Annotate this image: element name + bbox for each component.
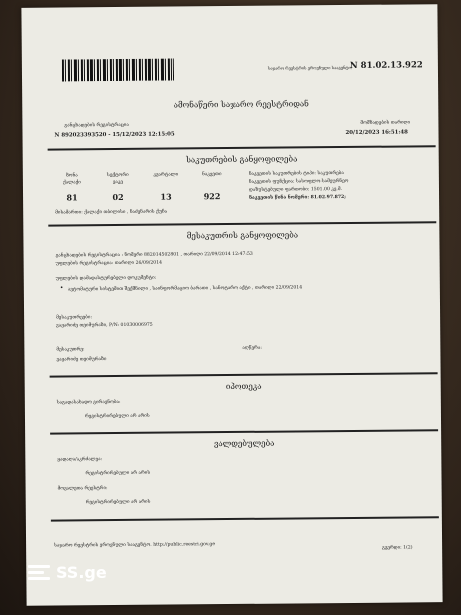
document-page — [21, 4, 442, 606]
basis-item: ავტომატური სისტემით შექმნილი , საინფორმაციო ბარათი , სანოტარო აქტი , თარიღი 22/09/2014 — [67, 285, 303, 293]
application-number: N 892023393520 - 15/12/2023 12:15:05 — [54, 131, 175, 139]
sector-label: სექტორი — [107, 172, 129, 179]
divider — [51, 516, 439, 521]
seizure-value: რეგისტრირებული არ არის — [85, 470, 151, 477]
tax-lien-value: რეგისტრირებული არ არის — [84, 413, 150, 420]
owners-value: ვაჟარიძე თეიმურაზი, P/N: 01030006975 — [56, 322, 153, 329]
parcel-label: ნაკვეთი — [202, 172, 222, 178]
quarter-label: კვარტალი — [153, 172, 179, 178]
debtors-registry-value: რეგისტრირებული არ არის — [85, 499, 151, 506]
parcel-area: დაზუსტებული ფართობი: 1501.00 კვ.მ. — [248, 187, 343, 193]
agency-name-header: საჯარო რეესტრის ეროვნული სააგენტო — [267, 64, 352, 71]
owners-label: მესაკუთრეები: — [56, 315, 93, 321]
menu-lines-icon — [28, 565, 50, 581]
page-number: გვერდი: 1(2) — [382, 545, 413, 551]
bullet-icon: • — [59, 284, 64, 292]
footer-site: საჯარო რეესტრის ეროვნული სააგენტო. http://public.reestri.gov.ge — [54, 542, 216, 549]
previous-parcel-number: ნაკვეთის წინა ნომერი: 81.02.97.872; — [249, 195, 346, 201]
tax-lien-label: საგადასახადო გირავნობა: — [56, 399, 121, 406]
sector-value: 02 — [112, 191, 124, 203]
prepared-date: 20/12/2023 16:51:48 — [345, 129, 408, 137]
owner-label: მესაკუთრე: — [56, 347, 85, 353]
ownership-type: ნაკვეთის საკუთრების ტიპი: საკუთრება — [248, 171, 344, 177]
owner-registration: განცხადების რეგისტრაცია : ნომერი 882014502801 , თარიღი 22/09/2014 12:47:53 — [55, 251, 253, 259]
prepared-date-label: მომზადების თარიღი — [360, 120, 411, 126]
barcode — [62, 58, 174, 81]
watermark-brand: SS.ge — [56, 563, 107, 582]
mortgage-section-title: იპოთეკა — [225, 381, 262, 392]
city-label: ქალაქი — [63, 180, 81, 186]
zone-value: 81 — [66, 192, 78, 203]
property-section-title: საკუთრების განყოფილება — [186, 154, 298, 165]
seizure-label: ყადაღა/აკრძალვა: — [57, 457, 103, 463]
divider — [50, 429, 438, 434]
owner-name: ვაჟარიძე თეიმურაზი — [56, 357, 107, 363]
divider — [50, 372, 438, 377]
obligations-section-title: ვალდებულება — [213, 438, 275, 449]
divider — [48, 145, 436, 150]
description-label: აღწერა: — [242, 345, 262, 351]
debtors-registry-label: მოვალეთა რეესტრი: — [57, 486, 108, 492]
basis-label: უფლების დამადასტურებელი დოკუმენტი: — [55, 275, 157, 282]
property-address: მისამართი: ქალაქი თბილისი , ნაძვნარის ქუჩა — [55, 209, 168, 216]
quarter-value: 13 — [160, 191, 172, 202]
right-registration: უფლების რეგისტრაცია: თარიღი 26/09/2014 — [55, 260, 163, 267]
application-label: განცხადების რეგისტრაცია — [64, 122, 129, 129]
document-title: ამონაწერი საჯარო რეესტრიდან — [173, 99, 309, 110]
parcel-function: ნაკვეთის ფუნქცია: სასოფლო-სამეურნეო — [248, 178, 349, 185]
owner-section-title: მესაკუთრის განყოფილება — [186, 230, 299, 241]
parcel-value: 922 — [203, 191, 221, 202]
district-label: ვაკე — [112, 179, 124, 186]
document-code: N 81.02.13.922 — [349, 60, 423, 71]
zone-label: ზონა — [65, 173, 78, 179]
divider — [48, 221, 436, 226]
